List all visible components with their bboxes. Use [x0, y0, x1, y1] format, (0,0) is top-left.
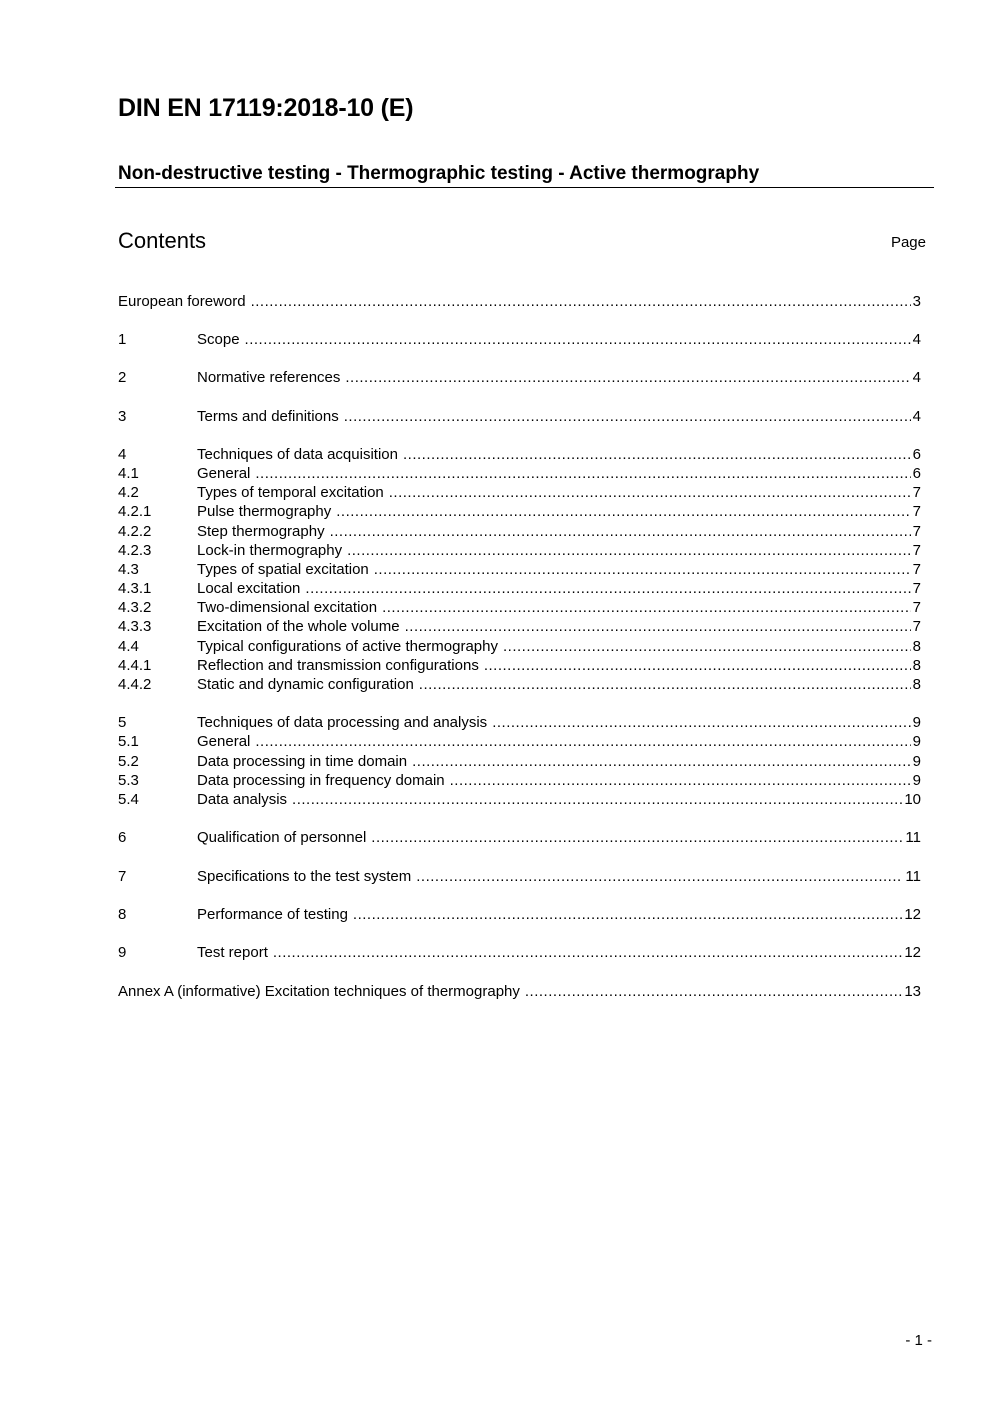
toc-entry-page: 7: [912, 503, 921, 520]
toc-entry[interactable]: [118, 675, 921, 694]
toc-entry[interactable]: [118, 292, 921, 311]
toc-entry-title: Qualification of personnel: [197, 829, 367, 846]
toc-entry-title: Test report: [197, 944, 268, 961]
toc-entry[interactable]: [118, 598, 921, 617]
toc-dot-leader: [255, 732, 910, 751]
toc-entry-page: 8: [912, 676, 921, 693]
toc-entry-page: 7: [912, 618, 921, 635]
title-rule: [115, 187, 934, 188]
toc-entry-number: 6: [118, 829, 127, 846]
toc-entry-page: 9: [912, 714, 921, 731]
toc-entry[interactable]: [118, 905, 921, 924]
toc-dot-leader: [251, 292, 911, 311]
toc-entry-title: Data processing in time domain: [197, 753, 408, 770]
toc-entry-title: Two-dimensional excitation: [197, 599, 378, 616]
toc-entry-title: Types of spatial excitation: [197, 561, 369, 578]
toc-dot-leader: [255, 464, 910, 483]
toc-entry[interactable]: [118, 464, 921, 483]
toc-entry[interactable]: [118, 560, 921, 579]
toc-dot-leader: [389, 483, 911, 502]
toc-entry-page: 6: [912, 465, 921, 482]
toc-entry-title: Terms and definitions: [197, 408, 339, 425]
toc-entry[interactable]: [118, 713, 921, 732]
toc-dot-leader: [245, 330, 911, 349]
toc-entry-number: 4.2.3: [118, 542, 152, 559]
toc-dot-leader: [503, 637, 911, 656]
toc-dot-leader: [492, 713, 910, 732]
toc-entry-page: 7: [912, 580, 921, 597]
toc-dot-leader: [371, 828, 903, 847]
toc-entry-title: Performance of testing: [197, 906, 348, 923]
toc-entry-number: 1: [118, 331, 127, 348]
toc-entry-page: 7: [912, 599, 921, 616]
toc-entry-page: 4: [912, 408, 921, 425]
toc-entry-number: 4.4: [118, 638, 139, 655]
toc-entry[interactable]: [118, 445, 921, 464]
toc-entry-number: 4.2: [118, 484, 139, 501]
toc-entry[interactable]: [118, 943, 921, 962]
toc-entry-page: 6: [912, 446, 921, 463]
toc-entry-number: 4.2.2: [118, 523, 152, 540]
toc-entry-title: Scope: [197, 331, 240, 348]
toc-entry-number: 2: [118, 369, 127, 386]
toc-entry[interactable]: [118, 732, 921, 751]
toc-entry-title: Pulse thermography: [197, 503, 332, 520]
toc-entry-number: 4.3: [118, 561, 139, 578]
document-title: DIN EN 17119:2018-10 (E): [118, 94, 414, 122]
toc-entry-number: 4.4.2: [118, 676, 152, 693]
toc-entry-page: 4: [912, 369, 921, 386]
toc-entry-title: Static and dynamic configuration: [197, 676, 414, 693]
toc-entry-title: Specifications to the test system: [197, 868, 412, 885]
toc-dot-leader: [412, 752, 911, 771]
toc-entry-number: 3: [118, 408, 127, 425]
toc-entry-title: Excitation of the whole volume: [197, 618, 400, 635]
toc-entry-title: Techniques of data processing and analysis: [197, 714, 488, 731]
document-subtitle: Non-destructive testing - Thermographic testing - Active thermography: [118, 163, 760, 184]
toc-entry-page: 3: [912, 293, 921, 310]
toc-entry[interactable]: [118, 656, 921, 675]
toc-entry[interactable]: [118, 867, 921, 886]
toc-entry[interactable]: [118, 637, 921, 656]
toc-dot-leader: [353, 905, 902, 924]
toc-entry-title: Typical configurations of active thermography: [197, 638, 498, 655]
toc-entry-title: Data analysis: [197, 791, 288, 808]
toc-dot-leader: [347, 541, 911, 560]
page-column-heading: Page: [890, 234, 926, 251]
toc-entry-number: 4.4.1: [118, 657, 152, 674]
toc-entry-page: 7: [912, 542, 921, 559]
toc-entry-number: 8: [118, 906, 127, 923]
toc-entry-page: 10: [904, 791, 921, 808]
toc-entry-title: Annex A (informative) Excitation techniques of thermography: [118, 983, 520, 1000]
toc-entry-number: 4.3.2: [118, 599, 152, 616]
toc-entry-number: 7: [118, 868, 127, 885]
toc-dot-leader: [345, 368, 910, 387]
toc-dot-leader: [403, 445, 911, 464]
toc-entry[interactable]: [118, 828, 921, 847]
toc-entry-title: Reflection and transmission configurations: [197, 657, 479, 674]
toc-entry-number: 4.1: [118, 465, 139, 482]
toc-dot-leader: [484, 656, 911, 675]
toc-entry-page: 4: [912, 331, 921, 348]
toc-entry-page: 9: [912, 772, 921, 789]
toc-entry-number: 5.4: [118, 791, 139, 808]
toc-dot-leader: [525, 982, 902, 1001]
toc-entry-page: 8: [912, 657, 921, 674]
toc-entry[interactable]: [118, 483, 921, 502]
toc-entry-title: Step thermography: [197, 523, 325, 540]
toc-entry[interactable]: [118, 502, 921, 521]
toc-dot-leader: [330, 522, 911, 541]
toc-entry-title: General: [197, 465, 251, 482]
toc-dot-leader: [273, 943, 902, 962]
toc-entry-number: 4.2.1: [118, 503, 152, 520]
toc-dot-leader: [336, 502, 910, 521]
toc-entry-title: Normative references: [197, 369, 341, 386]
toc-entry-page: 7: [912, 523, 921, 540]
toc-entry-number: 5.2: [118, 753, 139, 770]
toc-entry[interactable]: [118, 407, 921, 426]
toc-dot-leader: [374, 560, 911, 579]
toc-entry-number: 9: [118, 944, 127, 961]
toc-entry-page: 11: [905, 868, 921, 885]
toc-entry-number: 4.3.3: [118, 618, 152, 635]
toc-dot-leader: [419, 675, 911, 694]
toc-entry-page: 7: [912, 561, 921, 578]
toc-entry[interactable]: [118, 771, 921, 790]
toc-entry-page: 8: [912, 638, 921, 655]
toc-entry-page: 7: [912, 484, 921, 501]
toc-entry-title: Local excitation: [197, 580, 301, 597]
toc-entry-title: General: [197, 733, 251, 750]
toc-dot-leader: [305, 579, 910, 598]
toc-entry-number: 5.3: [118, 772, 139, 789]
page-footer-number: - 1 -: [905, 1332, 932, 1349]
toc-entry-number: 5: [118, 714, 127, 731]
toc-entry[interactable]: [118, 579, 921, 598]
toc-entry-page: 9: [912, 733, 921, 750]
toc-entry-title: Data processing in frequency domain: [197, 772, 445, 789]
toc-dot-leader: [344, 407, 911, 426]
toc-entry-page: 12: [904, 906, 921, 923]
toc-entry-page: 11: [905, 829, 921, 846]
toc-entry-page: 9: [912, 753, 921, 770]
toc-entry[interactable]: [118, 330, 921, 349]
toc-dot-leader: [292, 790, 902, 809]
toc-dot-leader: [382, 598, 911, 617]
toc-entry-title: Types of temporal excitation: [197, 484, 384, 501]
contents-heading: Contents: [118, 228, 207, 253]
toc-entry[interactable]: [118, 790, 921, 809]
toc-entry-title: Techniques of data acquisition: [197, 446, 398, 463]
toc-entry-title: European foreword: [118, 293, 246, 310]
toc-entry-number: 4: [118, 446, 127, 463]
toc-dot-leader: [450, 771, 911, 790]
toc-entry[interactable]: [118, 522, 921, 541]
toc-entry[interactable]: [118, 541, 921, 560]
toc-entry[interactable]: [118, 617, 921, 636]
toc-entry-number: 5.1: [118, 733, 139, 750]
toc-entry[interactable]: [118, 752, 921, 771]
toc-entry-title: Lock-in thermography: [197, 542, 343, 559]
toc-entry-number: 4.3.1: [118, 580, 152, 597]
toc-entry[interactable]: [118, 982, 921, 1001]
toc-dot-leader: [416, 867, 903, 886]
toc-entry-page: 13: [904, 983, 921, 1000]
toc-entry[interactable]: [118, 368, 921, 387]
toc-dot-leader: [405, 617, 911, 636]
toc-entry-page: 12: [904, 944, 921, 961]
